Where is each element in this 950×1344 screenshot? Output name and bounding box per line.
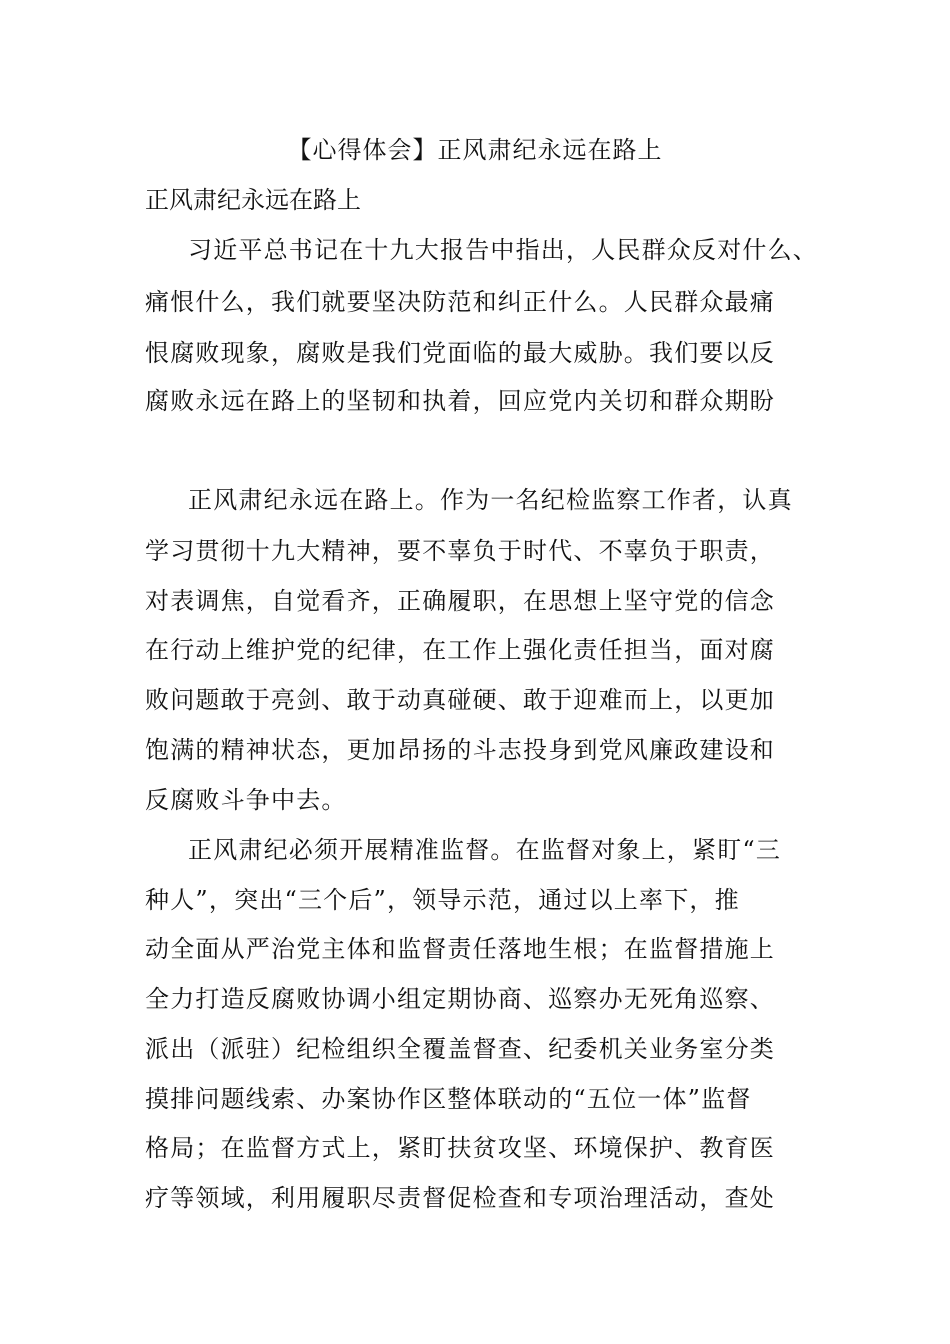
paragraph-line: 派出（派驻）纪检组织全覆盖督查、纪委机关业务室分类 bbox=[145, 1035, 775, 1063]
paragraph-line: 摸排问题线索、办案协作区整体联动的“五位一体”监督 bbox=[145, 1085, 752, 1113]
paragraph-line: 全力打造反腐败协调小组定期协商、巡察办无死角巡察、 bbox=[145, 985, 775, 1013]
document-subtitle: 正风肃纪永远在路上 bbox=[145, 186, 361, 214]
paragraph-line: 正风肃纪必须开展精准监督。在监督对象上，紧盯“三 bbox=[188, 836, 782, 864]
paragraph-line: 痛恨什么，我们就要坚决防范和纠正什么。人民群众最痛 bbox=[145, 288, 775, 316]
paragraph-line: 疗等领域，利用履职尽责督促检查和专项治理活动，查处 bbox=[145, 1184, 775, 1212]
paragraph-line: 对表调焦，自觉看齐，正确履职，在思想上坚守党的信念 bbox=[145, 587, 775, 615]
paragraph-line: 败问题敢于亮剑、敢于动真碰硬、敢于迎难而上，以更加 bbox=[145, 686, 775, 714]
paragraph-line: 反腐败斗争中去。 bbox=[145, 786, 347, 814]
paragraph-line: 饱满的精神状态，更加昂扬的斗志投身到党风廉政建设和 bbox=[145, 736, 775, 764]
paragraph-line: 恨腐败现象，腐败是我们党面临的最大威胁。我们要以反 bbox=[145, 339, 775, 367]
paragraph-line: 种人”，突出“三个后”，领导示范，通过以上率下，推 bbox=[145, 886, 740, 914]
paragraph-line: 腐败永远在路上的坚韧和执着，回应党内关切和群众期盼 bbox=[145, 387, 775, 415]
paragraph-line: 格局；在监督方式上，紧盯扶贫攻坚、环境保护、教育医 bbox=[145, 1134, 775, 1162]
paragraph-line: 在行动上维护党的纪律，在工作上强化责任担当，面对腐 bbox=[145, 636, 775, 664]
paragraph-line: 动全面从严治党主体和监督责任落地生根；在监督措施上 bbox=[145, 935, 775, 963]
paragraph-line: 正风肃纪永远在路上。作为一名纪检监察工作者，认真 bbox=[188, 486, 793, 514]
document-title: 【心得体会】正风肃纪永远在路上 bbox=[287, 136, 663, 164]
paragraph-line: 习近平总书记在十九大报告中指出，人民群众反对什么、 bbox=[188, 236, 818, 264]
paragraph-line: 学习贯彻十九大精神，要不辜负于时代、不辜负于职责， bbox=[145, 537, 775, 565]
